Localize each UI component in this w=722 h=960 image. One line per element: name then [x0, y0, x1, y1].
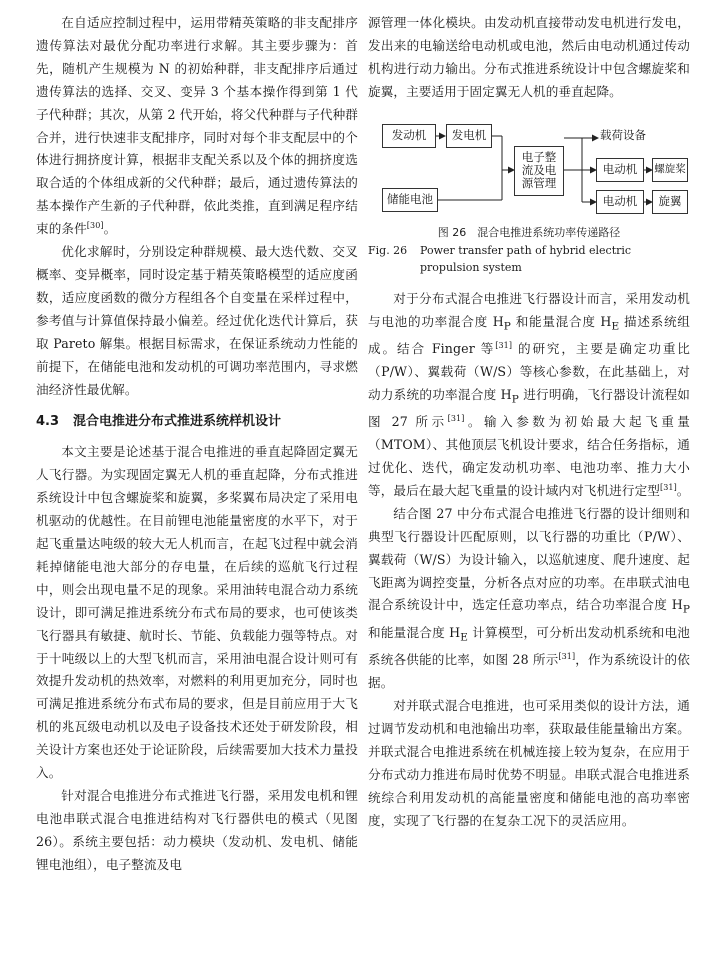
- subscript: E: [460, 631, 468, 644]
- motor-box-2: 电动机: [596, 190, 644, 214]
- rotor-box: 旋翼: [652, 190, 688, 214]
- paragraph-text: 描述系统组成。结合 Finger 等: [368, 313, 690, 356]
- right-column: [368, 12, 690, 833]
- citation: [30]: [86, 220, 104, 230]
- paragraph-continued: 源管理一体化模块。由发动机直接带动发电机进行发电，发出来的电输送给电动机或电池，然后由电动机通过传动机构进行动力输出。分布式推进系统设计中包含螺旋桨和旋翼，主要适用于固定翼无人机的垂直起降。: [368, 15, 690, 99]
- paragraph-optimization: 优化求解时，分别设定种群规模、最大迭代数、交叉概率、变异概率，同时设定基于精英策略模型的适应度函数，适应度函数的微分方程组各个自变量在采样过程中，参考值与计算值保持最小偏差。经过优化迭代计算后，获取 Pareto 解集。根据目标需求，在保证系统动力性能的前提下，在储能电池和发动机的可调功率范围内，寻求燃油经济性最优解。: [36, 244, 358, 397]
- figure-caption-text: Power transfer path of hybrid electric propulsion system: [420, 243, 632, 274]
- left-column: [36, 12, 358, 877]
- figure-26: [368, 118, 690, 276]
- citation: [31]: [495, 340, 513, 350]
- subscript: P: [682, 603, 690, 616]
- paragraph-text: 在自适应控制过程中，运用带精英策略的非支配排序遗传算法对最优分配功率进行求解。其主要步骤为：首先，随机产生规模为 N 的初始种群，非支配排序后通过遗传算法的选择、交叉、变异 3 个基本操作得到第 1 代子代种群；其次，从第 2 代开始，将父代种群与子代种群合并，进行快速非支配排序，同时对每个非支配层中的个体进行拥挤度计算，根据非支配关系以及个体的拥挤度选取合适的个体组成新的父代种群；最后，通过遗传算法的基本操作产生新的子代种群，依此类推，直到满足程序结束的条件: [36, 15, 358, 237]
- paragraph-text: 对于分布式混合电推进飞行器设计而言，采用发动机与电池的功率混合度 H: [368, 290, 690, 329]
- rectifier-box: 电子整流及电源管理: [514, 146, 564, 196]
- subscript: E: [611, 320, 620, 333]
- paragraph-text: 计算模型，可分析出发动机系统和电池系统各供能的比率，如图 28 所示: [368, 624, 690, 668]
- figure-caption-cn: 图 26 混合电推进系统功率传递路径: [437, 225, 621, 239]
- paragraph-nsga: [36, 12, 358, 241]
- paragraph-text: 结合图 27 中分布式混合电推进飞行器的设计细则和典型飞行器设计匹配原则，以飞行器的功重比（P/W）、翼载荷（W/S）为设计输入，以巡航速度、爬升速度、起飞距离为调控变量，分析各点对应的功率。在串联式油电混合系统设计中，选定任意功率点，结合功率混合度 H: [368, 505, 690, 613]
- section-title: 混合电推进分布式推进系统样机设计: [73, 414, 282, 430]
- paragraph-text: ，作为系统设计的依据。: [368, 652, 690, 691]
- subscript: P: [511, 393, 519, 406]
- paragraph-text: 。输入参数为初始最大起飞重量（MTOM）、其他顶层飞机设计要求，结合任务指标，通过优化、迭代，确定发动机功率、电池功率、推力大小等，最后在最大起飞重量的设计域内对飞机进行定型: [368, 414, 690, 498]
- paragraph-parallel-hybrid: 对并联式混合电推进，也可采用类似的设计方法，通过调节发动机和电池输出功率，获取最佳能量输出方案。并联式混合电推进系统在机械连接上较为复杂，在应用于分布式动力推进布局时优势不明显。串联式混合电推进系统综合利用发动机的高能量密度和储能电池的高功率密度，实现了飞行器的在复杂工况下的灵活应用。: [368, 698, 690, 828]
- avionics-label: 载荷设备: [600, 127, 646, 142]
- figure-caption-en: [368, 242, 690, 276]
- section-number: 4.3: [36, 414, 60, 430]
- paragraph-text: 。: [676, 482, 690, 498]
- paragraph-text: 进行明确，飞行器设计流程如图 27 所示: [368, 386, 690, 430]
- paragraph-prototype: 本文主要是论述基于混合电推进的垂直起降固定翼无人飞行器。为实现固定翼无人机的垂直起降，分布式推进系统设计中包含螺旋桨和旋翼，多桨翼布局决定了采用电机驱动的优越性。在目前锂电池能量密度的水平下，对于起飞重量达吨级的较大无人机而言，在起飞过程中就会消耗掉储能电池大部分的存电量，在后续的巡航飞行过程中，则会出现电量不足的现象。采用油转电混合动力系统设计，即可满足推进系统分布式布局的要求，也可使该类飞行器具有敏捷、航时长、节能、负载能力强等特点。对于十吨级以上的大型飞机而言，采用油电混合设计则可有效提升发动机的热效率，对燃料的利用更加充分，同时也可满足推进系统分布式布局的要求，但是目前应用于大飞机的兆瓦级电动机以及电子设备技术还处于研发阶段，相关设计方案也还处于论证阶段，后续需要加大技术力量投入。: [36, 444, 358, 781]
- power-transfer-diagram: [368, 118, 690, 218]
- citation: [31]: [447, 414, 465, 423]
- figure-number: Fig. 26: [368, 243, 408, 257]
- paragraph-text: 的研究，主要是确定功重比（P/W）、翼载荷（W/S）等核心参数，在此基础上，对动力系统的功率混合度 H: [368, 340, 690, 402]
- paragraph-text: 和能量混合度 H: [510, 313, 612, 329]
- propeller-box: 螺旋桨: [652, 158, 688, 182]
- paragraph-text: 。: [103, 221, 117, 237]
- motor-box-1: 电动机: [596, 158, 644, 182]
- battery-box: 储能电池: [382, 188, 438, 212]
- citation: [31]: [558, 652, 576, 662]
- paragraph-series-hybrid: 针对混合电推进分布式推进飞行器，采用发电机和锂电池串联式混合电推进结构对飞行器供电的模式（见图 26）。系统主要包括：动力模块（发动机、发电机、储能锂电池组），电子整流及电: [36, 788, 358, 872]
- citation: [31]: [659, 482, 677, 492]
- generator-box: 发电机: [446, 124, 492, 148]
- engine-box: 发动机: [382, 124, 436, 148]
- paragraph-design-rules: [368, 503, 690, 695]
- paragraph-text: 和能量混合度 H: [368, 624, 461, 640]
- section-heading: [36, 411, 358, 433]
- paragraph-design-flow: [368, 288, 690, 503]
- subscript: P: [503, 320, 511, 333]
